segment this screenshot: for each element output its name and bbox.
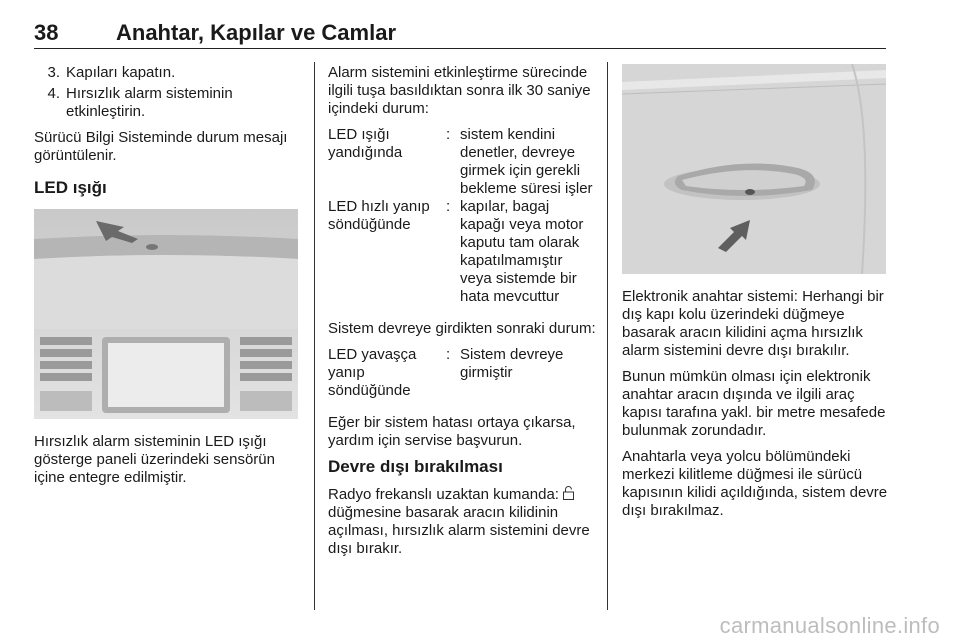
list-number: 4. (47, 85, 60, 102)
list-item (34, 64, 302, 82)
figure-caption: Hırsızlık alarm sisteminin LED ışığı gösterge paneli üzerindeki sensörün içine entegre edilmiştir. (34, 433, 275, 486)
chapter-title: Anahtar, Kapılar ve Camlar (116, 20, 397, 45)
door-handle-illustration (622, 64, 886, 274)
watermark: carmanualsonline.info (719, 613, 940, 638)
column-divider (314, 62, 315, 610)
error-text: Eğer bir sistem hatası ortaya çıkarsa, yardım için servise başvurun. (328, 414, 576, 449)
led-state: LED ışığı yandığında (328, 126, 403, 161)
led-heading: LED ışığı (34, 178, 107, 197)
page-number: 38 (34, 20, 59, 45)
led-state: LED yavaşça yanıp söndüğünde (328, 346, 417, 399)
led-description: kapılar, bagaj kapağı veya motor kaputu tam olarak kapatılmamıştır veya sistemde bir hata mevcuttur (460, 198, 584, 305)
column-left (34, 64, 302, 495)
driver-info-text: Sürücü Bilgi Sisteminde durum mesajı görüntülenir. (34, 129, 288, 164)
remote-text-part: düğmesine basarak aracın kilidinin açılması, hırsızlık alarm sistemini devre dışı bırakır. (328, 504, 590, 557)
column-middle (328, 64, 596, 566)
column-right (622, 64, 888, 528)
led-description: Sistem devreye girmiştir (460, 346, 564, 381)
page-header (34, 8, 886, 49)
column-divider (607, 62, 608, 610)
door-handle-svg (622, 64, 886, 274)
dashboard-illustration-svg (34, 209, 298, 419)
central-lock-text: Anahtarla veya yolcu bölümündeki merkezi kilitleme düğmesi ile sürücü kapısının kilidi açıldığında, sistem devre dışı bırakılmaz. (622, 448, 888, 519)
after-activation-intro: Sistem devreye girdikten sonraki durum: (328, 320, 596, 337)
led-state: LED hızlı yanıp söndüğünde (328, 198, 430, 233)
list-text: Kapıları kapatın. (66, 64, 176, 81)
separator: : (446, 198, 451, 215)
remote-text-part: Radyo frekanslı uzaktan kumanda: (328, 486, 559, 503)
dashboard-led-illustration (34, 209, 298, 419)
status-table-activation (328, 126, 596, 306)
remote-text (328, 486, 596, 558)
range-text: Bunun mümkün olması için elektronik anahtar aracın dışında ve ilgili araç kapısı tarafına yakl. bir metre mesafede bulunmak zorundadır. (622, 368, 886, 439)
list-text: Hırsızlık alarm sisteminin etkinleştirin. (66, 85, 233, 120)
activation-intro: Alarm sistemini etkinleştirme sürecinde ilgili tuşa basıldıktan sonra ilk 30 saniye içindeki durum: (328, 64, 591, 117)
led-description: sistem kendini denetler, devreye girmek için gerekli bekleme süresi işler (460, 126, 593, 197)
list-number: 3. (47, 64, 60, 81)
separator: : (446, 346, 451, 363)
unlock-icon (563, 486, 574, 500)
separator: : (446, 126, 451, 143)
electronic-key-text: Elektronik anahtar sistemi: Herhangi bir dış kapı kolu üzerindeki düğmeye basarak aracın kilidini açma hırsızlık alarm sistemini devre dışı bırakılır. (622, 288, 884, 359)
list-item (34, 85, 302, 121)
disable-heading: Devre dışı bırakılması (328, 457, 503, 476)
status-table-active (328, 346, 596, 400)
